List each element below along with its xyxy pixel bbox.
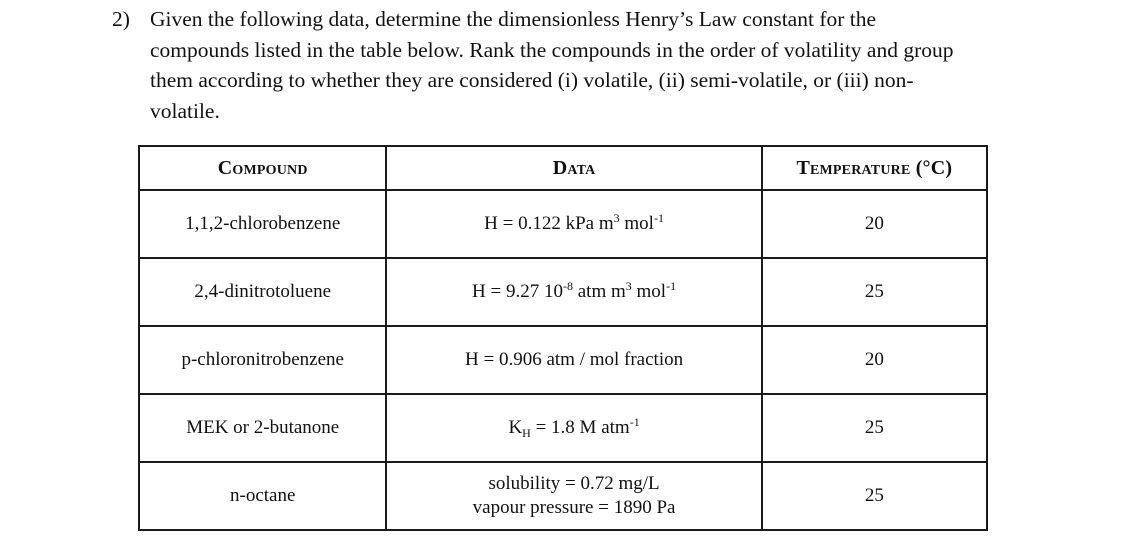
cell-compound: 1,1,2-chlorobenzene — [139, 190, 386, 258]
question-block — [112, 4, 1122, 126]
cell-data: H = 0.122 kPa $m^3$ mol$^{-1}$ — [386, 190, 761, 258]
table-row — [139, 462, 987, 530]
cell-data: H = 0.906 atm / mol fraction — [386, 326, 761, 394]
cell-data: solubility = 0.72 mg/L vapour pressure = 1890 Pa — [386, 462, 761, 530]
table-header-row — [139, 146, 987, 190]
question-text — [150, 4, 1122, 126]
table-row — [139, 258, 987, 326]
cell-temperature: 20 — [762, 190, 987, 258]
question-number: 2) — [112, 7, 130, 31]
cell-temperature: 25 — [762, 394, 987, 462]
header-temperature: Temperature (°C) — [762, 146, 987, 190]
question-line-1: Given the following data, determine the dimensionless Henry’s Law constant for the — [150, 7, 877, 31]
cell-compound: MEK or 2-butanone — [139, 394, 386, 462]
table-row — [139, 394, 987, 462]
cell-compound: p-chloronitrobenzene — [139, 326, 386, 394]
compound-data-table — [138, 145, 988, 531]
question-line-4: volatile. — [150, 98, 220, 123]
table-row — [139, 190, 987, 258]
cell-compound: 2,4-dinitrotoluene — [139, 258, 386, 326]
cell-temperature: 25 — [762, 258, 987, 326]
cell-compound: n-octane — [139, 462, 386, 530]
cell-temperature: 20 — [762, 326, 987, 394]
question-line-3: them according to whether they are considered (i) volatile, (ii) semi-volatile, or (iii) non- — [150, 68, 914, 92]
table-row — [139, 326, 987, 394]
cell-temperature: 25 — [762, 462, 987, 530]
header-compound: Compound — [139, 146, 386, 190]
question-line-2: compounds listed in the table below. Rank the compounds in the order of volatility and group — [150, 37, 954, 62]
cell-data: H = 9.27 $10^{-8}$ atm $m^3$ mol$^{-1}$ — [386, 258, 761, 326]
cell-data: $K_H = 1.8$ M atm$^{-1}$ — [386, 394, 761, 462]
header-data: Data — [386, 146, 761, 190]
